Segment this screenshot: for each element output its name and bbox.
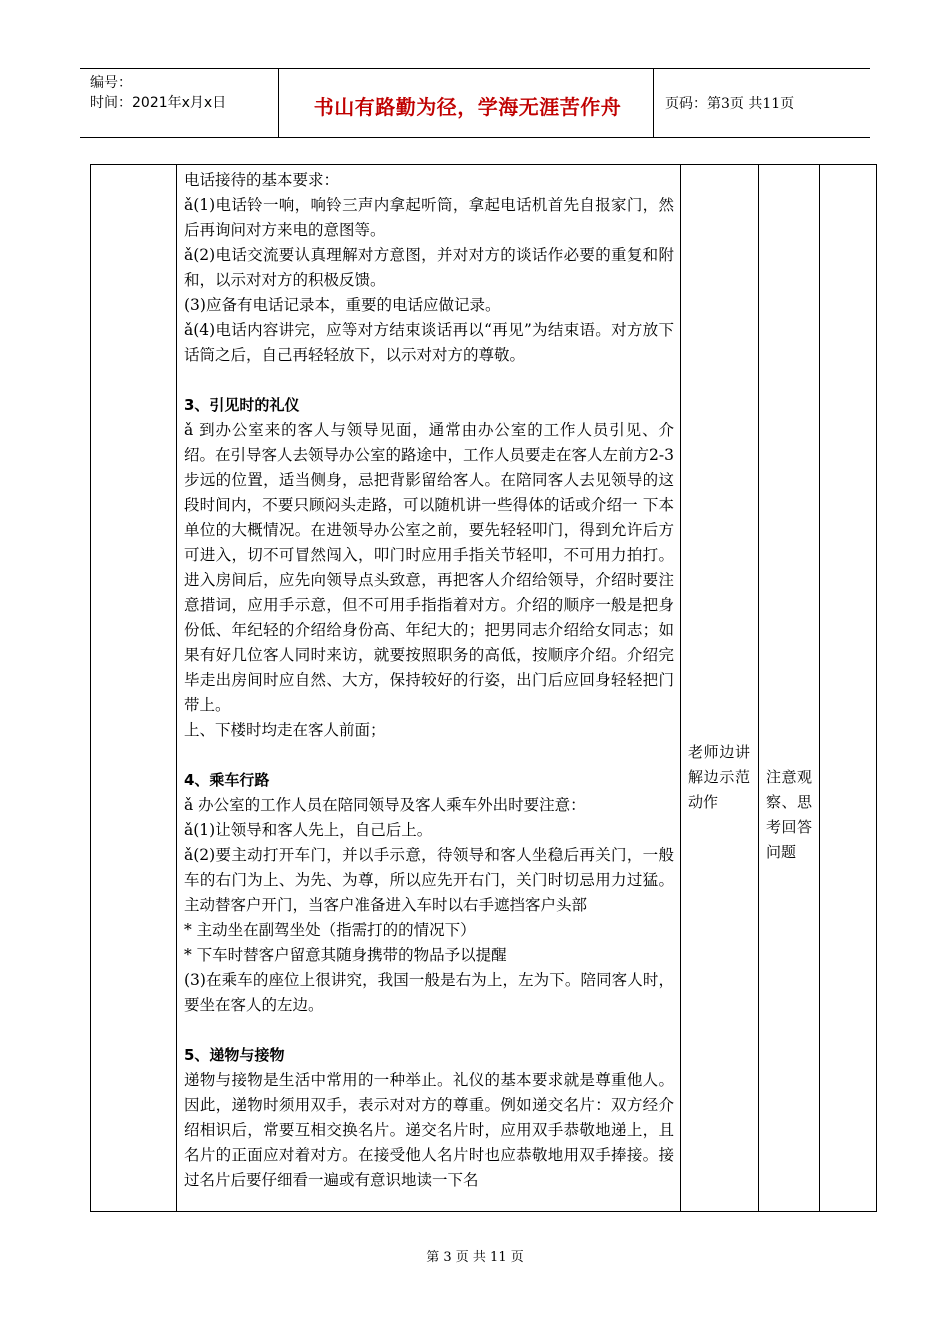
table-column-divider (680, 165, 681, 1211)
content-paragraph: ǎ 到办公室来的客人与领导见面，通常由办公室的工作人员引见、介绍。在引导客人去领导办公室的路途中，工作人员要走在客人左前方2-3步远的位置，适当侧身，忌把背影留给客人。在陪同客人去见领导的这段时间内，不要只顾闷头走路，可以随机讲一些得体的话或介绍一 下本单位的大概情况。在进领导办公室之前，要先轻轻叩门，得到允许后方可进入，切不可冒然闯入，叩门时应用手指关节轻叩，不可用力拍打。进入房间后，应先向领导点头致意，再把客人介绍给领导，介绍时要注意措词，应用手示意，但不可用手指指着对方。介绍的顺序一般是把身份低、年纪轻的介绍给身份高、年纪大的；把男同志介绍给女同志；如果有好几位客人同时来访，就要按照职务的高低，按顺序介绍。介绍完毕走出房间时应自然、大方，保持较好的行姿，出门后应回身轻轻把门带上。 (184, 421, 674, 714)
content-paragraph: ǎ(2)电话交流要认真理解对方意图，并对对方的谈话作必要的重复和附和，以示对对方的积极反馈。 (184, 246, 674, 289)
content-paragraph: ǎ(1)让领导和客人先上，自己后上。 (184, 821, 433, 839)
content-paragraph: ǎ 办公室的工作人员在陪同领导及客人乘车外出时要注意： (184, 796, 586, 814)
paragraph-gap (184, 743, 674, 768)
page-footer: 第 3 页 共 11 页 (426, 1250, 524, 1265)
content-paragraph: (3)应备有电话记录本，重要的电话应做记录。 (184, 296, 501, 314)
header-page-info: 页码：第3页 共11页 (665, 96, 795, 112)
section-heading: 3、引见时的礼仪 (184, 396, 300, 414)
section-heading: 5、递物与接物 (184, 1046, 285, 1064)
content-paragraph: * 下车时替客户留意其随身携带的物品予以提醒 (184, 946, 507, 964)
paragraph-gap (184, 368, 674, 393)
content-paragraph: 电话接待的基本要求： (184, 171, 340, 189)
header-meta (90, 73, 226, 113)
content-paragraph: ǎ(4)电话内容讲完，应等对方结束谈话再以“再见”为结束语。对方放下话筒之后，自己再轻轻放下，以示对对方的尊敬。 (184, 321, 674, 364)
content-paragraph: 递物与接物是生活中常用的一种举止。礼仪的基本要求就是尊重他人。因此，递物时须用双手，表示对对方的尊重。例如递交名片：双方经介绍相识后，常要互相交换名片。递交名片时，应用双手恭敬地递上，且名片的正面应对着对方。在接受他人名片时也应恭敬地用双手捧接。接过名片后要仔细看一遍或有意识地读一下名 (184, 1071, 674, 1189)
table-column-divider (819, 165, 820, 1211)
paragraph-gap (184, 1018, 674, 1043)
table-column-divider (176, 165, 177, 1211)
section-heading: 4、乘车行路 (184, 771, 270, 789)
content-paragraph: 上、下楼时均走在客人前面； (184, 721, 386, 739)
page-header (80, 68, 870, 138)
header-divider (278, 69, 279, 137)
content-paragraph: ǎ(1)电话铃一响，响铃三声内拿起听筒，拿起电话机首先自报家门，然后再询问对方来电的意图等。 (184, 196, 674, 239)
content-paragraph: * 主动坐在副驾坐处（指需打的的情况下） (184, 921, 476, 939)
code-label: 编号： (90, 75, 132, 91)
time-label: 时间：2021年x月x日 (90, 95, 227, 111)
teaching-method-cell: 老师边讲解边示范动作 (688, 743, 750, 811)
table-column-divider (758, 165, 759, 1211)
header-motto: 书山有路勤为径，学海无涯苦作舟 (313, 95, 622, 119)
lesson-content (184, 168, 674, 1193)
student-activity-cell: 注意观察、思考回答问题 (766, 768, 812, 861)
content-paragraph: ǎ(2)要主动打开车门，并以手示意，待领导和客人坐稳后再关门，一般车的右门为上、为先、为尊，所以应先开右门，关门时切忌用力过猛。主动替客户开门，当客户准备进入车时以右手遮挡客户头部 (184, 846, 674, 914)
content-paragraph: (3)在乘车的座位上很讲究，我国一般是右为上，左为下。陪同客人时，要坐在客人的左边。 (184, 971, 674, 1014)
